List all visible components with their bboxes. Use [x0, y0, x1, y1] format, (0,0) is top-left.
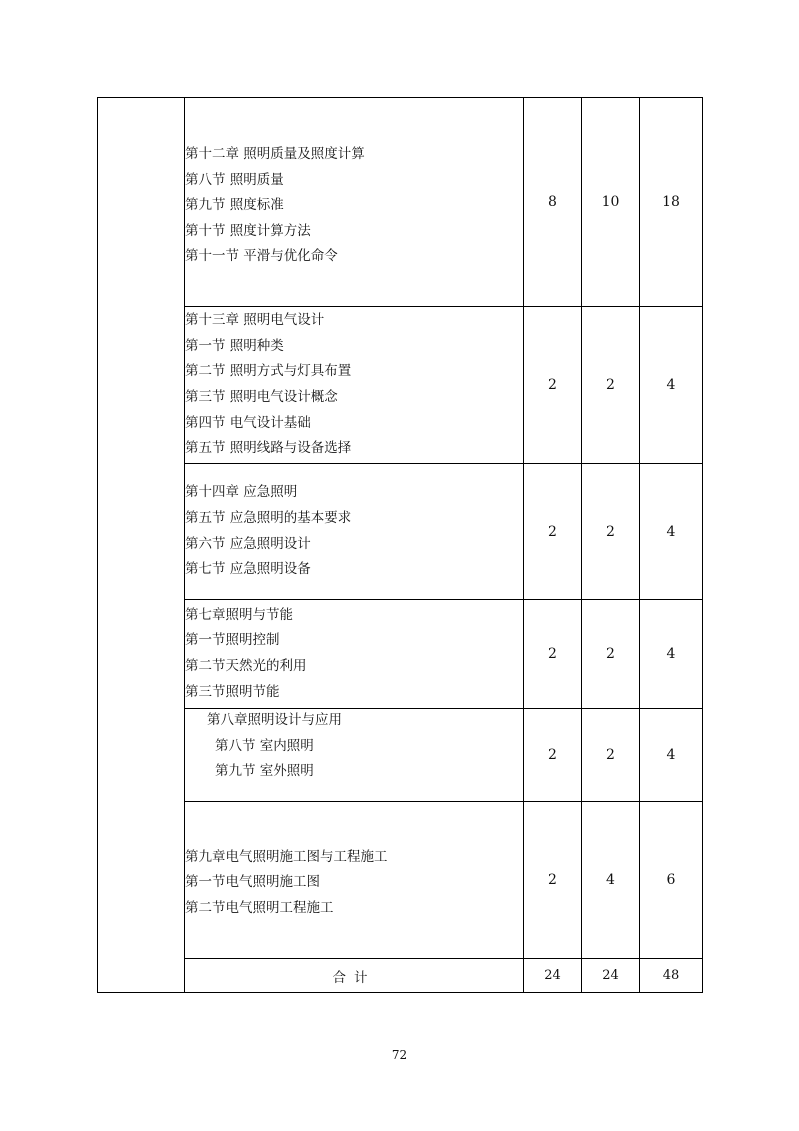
section-line: 第九节 室外照明: [215, 763, 314, 780]
section-line: 第一节电气照明施工图: [185, 874, 320, 891]
hours-a: 2: [524, 464, 582, 600]
section-line: 第九节 照度标准: [185, 197, 284, 214]
chapter-title: 第七章照明与节能: [185, 606, 293, 623]
total-b: 24: [582, 959, 640, 993]
section-line: 第五节 应急照明的基本要求: [185, 509, 352, 526]
table-row: [98, 464, 703, 600]
section-line: 第一节 照明种类: [185, 337, 284, 354]
table-row: [98, 600, 703, 709]
hours-b: 10: [582, 98, 640, 307]
section-line: 第二节电气照明工程施工: [185, 899, 334, 916]
section-line: 第八节 照明质量: [185, 171, 284, 188]
total-a: 24: [524, 959, 582, 993]
hours-a: 8: [524, 98, 582, 307]
hours-total: 4: [640, 307, 703, 464]
hours-a: 2: [524, 802, 582, 959]
hours-a: 2: [524, 307, 582, 464]
hours-b: 2: [582, 464, 640, 600]
chapter-cell: [185, 600, 524, 709]
hours-b: 4: [582, 802, 640, 959]
hours-a: 2: [524, 709, 582, 802]
total-label: 合计: [185, 959, 524, 993]
section-line: 第十一节 平滑与优化命令: [185, 248, 338, 265]
hours-total: 18: [640, 98, 703, 307]
section-line: 第六节 应急照明设计: [185, 535, 311, 552]
chapter-cell: [185, 307, 524, 464]
table-row: [98, 307, 703, 464]
chapter-title: 第十二章 照明质量及照度计算: [185, 146, 365, 163]
left-merged-cell: [98, 98, 185, 993]
chapter-title: 第八章照明设计与应用: [207, 712, 342, 728]
section-line: 第八节 室内照明: [215, 737, 314, 754]
chapter-title: 第十四章 应急照明: [185, 484, 298, 501]
hours-a: 2: [524, 600, 582, 709]
hours-total: 6: [640, 802, 703, 959]
table-row: [98, 98, 703, 307]
curriculum-table: [97, 97, 703, 993]
hours-total: 4: [640, 709, 703, 802]
chapter-title: 第九章电气照明施工图与工程施工: [185, 848, 388, 865]
chapter-cell: [185, 802, 524, 959]
table-row: [98, 802, 703, 959]
total-row: [98, 959, 703, 993]
chapter-cell: [185, 464, 524, 600]
hours-total: 4: [640, 600, 703, 709]
chapter-cell: [185, 709, 524, 802]
section-line: 第二节天然光的利用: [185, 658, 307, 674]
section-line: 第五节 照明线路与设备选择: [185, 440, 352, 457]
hours-b: 2: [582, 600, 640, 709]
section-line: 第一节照明控制: [185, 632, 280, 649]
total-c: 48: [640, 959, 703, 993]
section-line: 第四节 电气设计基础: [185, 414, 311, 431]
section-line: 第三节照明节能: [185, 683, 280, 700]
section-line: 第二节 照明方式与灯具布置: [185, 363, 352, 380]
section-line: 第七节 应急照明设备: [185, 561, 311, 578]
table-row: [98, 709, 703, 802]
hours-b: 2: [582, 709, 640, 802]
chapter-cell: [185, 98, 524, 307]
hours-total: 4: [640, 464, 703, 600]
chapter-title: 第十三章 照明电气设计: [185, 312, 325, 329]
page-number: 72: [391, 1048, 408, 1062]
section-line: 第三节 照明电气设计概念: [185, 389, 338, 405]
hours-b: 2: [582, 307, 640, 464]
section-line: 第十节 照度计算方法: [185, 222, 311, 239]
